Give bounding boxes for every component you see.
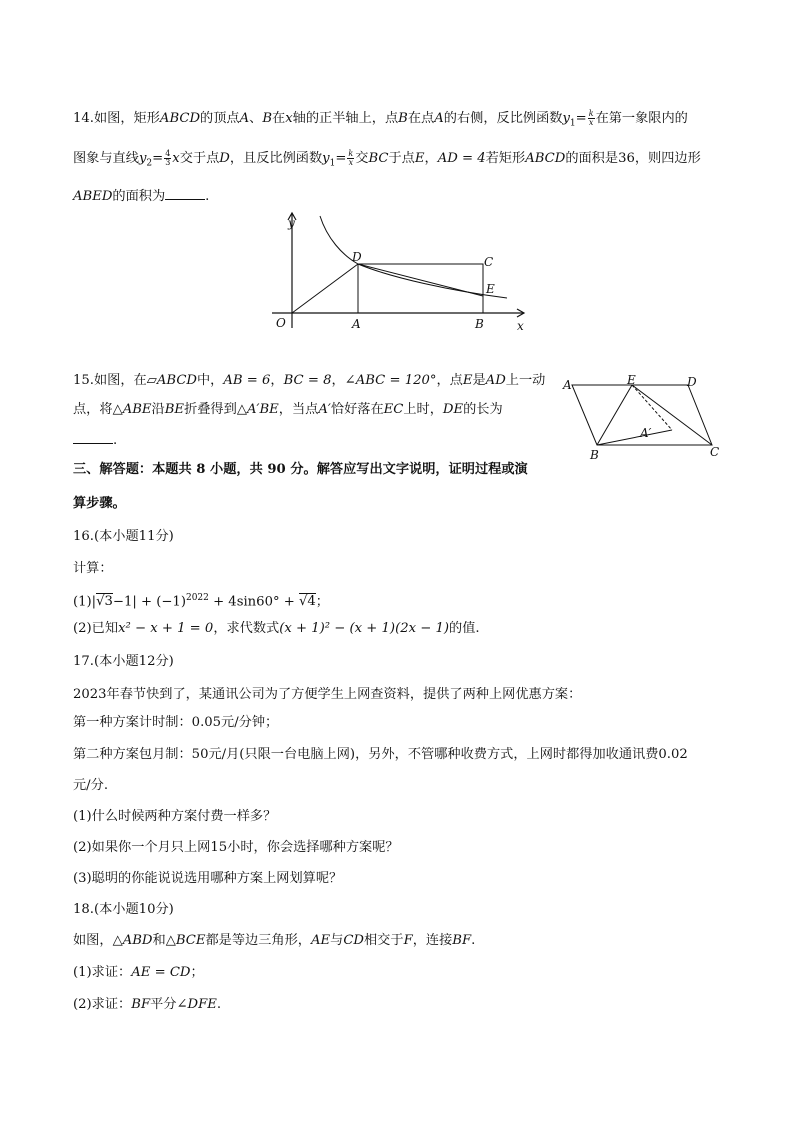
segment-ea-prime-dashed [632,385,672,430]
segment-be [597,385,632,445]
q17-line-4: 元/分. [73,778,109,793]
q15-line-3: . [73,431,117,450]
label-c: C [484,255,494,269]
q15-line-1: 15.如图，在▱ABCD中，AB = 6，BC = 8，∠ABC = 120°，点E是AD上一动 [73,373,546,388]
q18-part-2: (2)求证：BF平分∠DFE. [73,997,222,1012]
label-x: x [517,319,524,333]
q17-line-1: 2023年春节快到了，某通讯公司为了方便学生上网查资料，提供了两种上网优惠方案： [73,687,582,702]
line-od [292,264,358,313]
q17-part-3: (3)聪明的你能说说选用哪种方案上网划算呢？ [73,871,343,886]
q14-line-3: ABED的面积为 . [73,189,210,204]
label-d: D [352,250,362,264]
q17-line-3: 第二种方案包月制：50元/月(只限一台电脑上网)，另外，不管哪种收费方式，上网时都得加收通讯费0.02 [73,747,688,762]
q16-calc: 计算： [73,561,113,576]
q16-part-2: (2)已知x² − x + 1 = 0，求代数式(x + 1)² − (x + 1)(2x − 1)的值. [73,621,480,636]
label-e: E [627,373,636,387]
q14-line-1: 14.如图，矩形ABCD的顶点A、B在x轴的正半轴上，点B在点A的右侧，反比例函数$y_1=$ $\frac{k}{x}$ 在第一象限内的 [73,109,688,129]
label-b: B [475,317,484,331]
label-b: B [590,448,599,462]
q17-part-2: (2)如果你一个月只上网15小时，你会选择哪种方案呢？ [73,840,399,855]
q17-title: 17.(本小题12分) [73,654,174,669]
answer-blank [73,431,113,444]
label-e: E [486,282,495,296]
figure-q14 [262,208,532,333]
section-3-line-2: 算步骤。 [73,496,126,511]
label-a-prime: A′ [640,426,652,440]
q17-part-1: (1)什么时候两种方案付费一样多？ [73,809,277,824]
q18-part-1: (1)求证：AE = CD； [73,965,204,980]
label-y: y [288,216,295,230]
section-3-line-1: 三、解答题：本题共 8 小题，共 90 分。解答应写出文字说明，证明过程或演 [73,462,528,477]
answer-blank [165,187,205,200]
figure-q15 [560,372,730,462]
q18-title: 18.(本小题10分) [73,902,174,917]
label-o: O [276,316,286,330]
label-a: A [352,317,361,331]
label-a: A [563,378,572,392]
q15-line-2: 点，将△ABE沿BE折叠得到△A′BE，当点A′恰好落在EC上时，DE的长为 [73,402,503,417]
fraction-k-over-x: $\frac{k}{x}$ [588,109,594,127]
q16-part-1: $(1)|√3-1| + (-1)^{2022} + 4\sin 60^\circ + √4$； [73,593,329,610]
label-d: D [687,375,697,389]
q16-title: 16.(本小题11分) [73,529,174,544]
q14-line-2: 图象与直线$y_2=$ $\frac{4}{3}$ x交于点D，且反比例函数$y_1=$ $\frac{k}{x}$ 交BC于点E，AD = 4若矩形ABCD的面积是36，则四边形 [73,149,701,169]
label-c: C [710,445,720,459]
q17-line-2: 第一种方案计时制：0.05元/分钟； [73,715,279,730]
q18-line-1: 如图，△ABD和△BCE都是等边三角形，AE与CD相交于F，连接BF. [73,933,476,948]
fraction-four-thirds: $\frac{4}{3}$ [165,149,171,167]
segment-de [358,264,483,296]
segment-ba-prime [597,430,672,445]
hyperbola-curve [320,216,507,298]
